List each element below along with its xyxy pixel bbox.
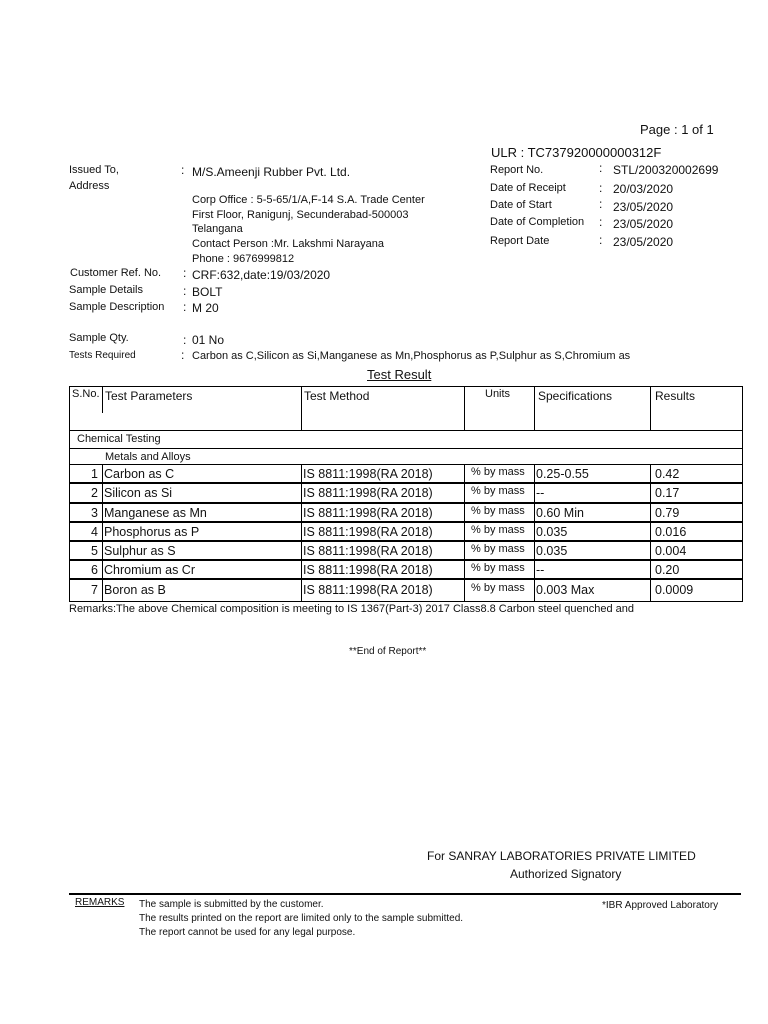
colon: : — [181, 163, 185, 177]
colon: : — [599, 181, 603, 195]
customer-ref-label: Customer Ref. No. — [70, 267, 162, 279]
date-of-start-value: 23/05/2020 — [613, 200, 674, 214]
tests-required-value: Carbon as C,Silicon as Si,Manganese as Mn,Phosphorus as P,Sulphur as S,Chromium as — [192, 350, 631, 362]
row-parameter: Carbon as C — [104, 467, 175, 481]
row-units: % by mass — [471, 562, 525, 574]
result-table — [69, 386, 743, 602]
footer-line: The report cannot be used for any legal purpose. — [139, 927, 356, 938]
row-units: % by mass — [471, 466, 525, 478]
signature-company: For SANRAY LABORATORIES PRIVATE LIMITED — [427, 849, 696, 863]
row-parameter: Silicon as Si — [104, 486, 173, 500]
footer-divider — [69, 893, 741, 895]
colon: : — [599, 215, 603, 229]
row-spec: -- — [536, 563, 545, 577]
row-units: % by mass — [471, 485, 525, 497]
ibr-approved-note: *IBR Approved Laboratory — [602, 900, 719, 911]
row-result: 0.004 — [655, 544, 687, 558]
header-test-method: Test Method — [304, 389, 370, 403]
address-line: Telangana — [192, 223, 243, 235]
signature-title: Authorized Signatory — [510, 867, 622, 881]
customer-name: M/S.Ameenji Rubber Pvt. Ltd. — [192, 165, 351, 179]
sample-qty-label: Sample Qty. — [69, 332, 129, 344]
colon: : — [181, 348, 185, 362]
row-result: 0.0009 — [655, 583, 694, 597]
row-result: 0.42 — [655, 467, 680, 481]
row-sno: 5 — [91, 544, 98, 558]
colon: : — [599, 233, 603, 247]
row-spec: 0.003 Max — [536, 583, 595, 597]
row-method: IS 8811:1998(RA 2018) — [303, 467, 433, 481]
address-line: Phone : 9676999812 — [192, 253, 295, 265]
row-parameter: Sulphur as S — [104, 544, 176, 558]
report-date-label: Report Date — [490, 235, 550, 247]
report-date-value: 23/05/2020 — [613, 235, 674, 249]
row-method: IS 8811:1998(RA 2018) — [303, 563, 433, 577]
header-test-parameters: Test Parameters — [105, 389, 193, 403]
colon: : — [599, 197, 603, 211]
footer-line: The sample is submitted by the customer. — [139, 899, 324, 910]
row-result: 0.016 — [655, 525, 687, 539]
page-number: Page : 1 of 1 — [640, 122, 714, 137]
row-spec: 0.25-0.55 — [536, 467, 589, 481]
address-line: Corp Office : 5-5-65/1/A,F-14 S.A. Trade Center — [192, 194, 425, 206]
report-no-label: Report No. — [490, 164, 544, 176]
row-method: IS 8811:1998(RA 2018) — [303, 525, 433, 539]
row-method: IS 8811:1998(RA 2018) — [303, 506, 433, 520]
header-specifications: Specifications — [538, 389, 613, 403]
row-spec: 0.035 — [536, 544, 568, 558]
row-sno: 6 — [91, 563, 98, 577]
row-spec: 0.60 Min — [536, 506, 584, 520]
ulr-number: ULR : TC737920000000312F — [491, 145, 662, 160]
row-sno: 4 — [91, 525, 98, 539]
row-units: % by mass — [471, 524, 525, 536]
date-of-start-label: Date of Start — [490, 199, 552, 211]
row-method: IS 8811:1998(RA 2018) — [303, 486, 433, 500]
row-units: % by mass — [471, 543, 525, 555]
sample-description-label: Sample Description — [69, 301, 165, 313]
row-units: % by mass — [471, 582, 525, 594]
subsection-metals-alloys: Metals and Alloys — [105, 451, 191, 463]
row-result: 0.20 — [655, 563, 680, 577]
test-result-title: Test Result — [367, 367, 432, 382]
customer-ref-value: CRF:632,date:19/03/2020 — [192, 268, 331, 282]
row-spec: -- — [536, 486, 545, 500]
sample-details-label: Sample Details — [69, 284, 143, 296]
tests-required-label: Tests Required — [69, 350, 136, 361]
date-of-receipt-label: Date of Receipt — [490, 182, 566, 194]
remarks-text: Remarks:The above Chemical composition is meeting to IS 1367(Part-3) 2017 Class8.8 Carbon steel quenched and — [69, 603, 634, 615]
row-parameter: Manganese as Mn — [104, 506, 207, 520]
colon: : — [599, 161, 603, 175]
row-parameter: Boron as B — [104, 583, 166, 597]
row-result: 0.17 — [655, 486, 680, 500]
row-sno: 2 — [91, 486, 98, 500]
header-sno: S.No. — [72, 388, 100, 400]
row-parameter: Phosphorus as P — [104, 525, 200, 539]
colon: : — [183, 300, 187, 314]
footer-line: The results printed on the report are limited only to the sample submitted. — [139, 913, 464, 924]
row-result: 0.79 — [655, 506, 680, 520]
row-sno: 3 — [91, 506, 98, 520]
row-method: IS 8811:1998(RA 2018) — [303, 544, 433, 558]
date-of-receipt-value: 20/03/2020 — [613, 182, 674, 196]
sample-details-value: BOLT — [192, 285, 223, 299]
row-sno: 1 — [91, 467, 98, 481]
footer-remarks-label: REMARKS — [75, 897, 125, 908]
date-of-completion-label: Date of Completion — [490, 216, 585, 228]
colon: : — [183, 266, 187, 280]
row-method: IS 8811:1998(RA 2018) — [303, 583, 433, 597]
row-parameter: Chromium as Cr — [104, 563, 195, 577]
report-no-value: STL/200320002699 — [613, 163, 719, 177]
row-spec: 0.035 — [536, 525, 568, 539]
date-of-completion-value: 23/05/2020 — [613, 217, 674, 231]
sample-description-value: M 20 — [192, 301, 219, 315]
sample-qty-value: 01 No — [192, 333, 225, 347]
end-of-report: **End of Report** — [349, 646, 427, 657]
issued-to-label: Issued To, — [69, 164, 119, 176]
address-label: Address — [69, 180, 110, 192]
colon: : — [183, 333, 187, 347]
row-units: % by mass — [471, 505, 525, 517]
address-line: Contact Person :Mr. Lakshmi Narayana — [192, 238, 384, 250]
header-results: Results — [655, 389, 696, 403]
header-units: Units — [485, 388, 511, 400]
colon: : — [183, 284, 187, 298]
row-sno: 7 — [91, 583, 98, 597]
section-chemical-testing: Chemical Testing — [77, 433, 161, 445]
address-line: First Floor, Ranigunj, Secunderabad-500003 — [192, 209, 409, 221]
